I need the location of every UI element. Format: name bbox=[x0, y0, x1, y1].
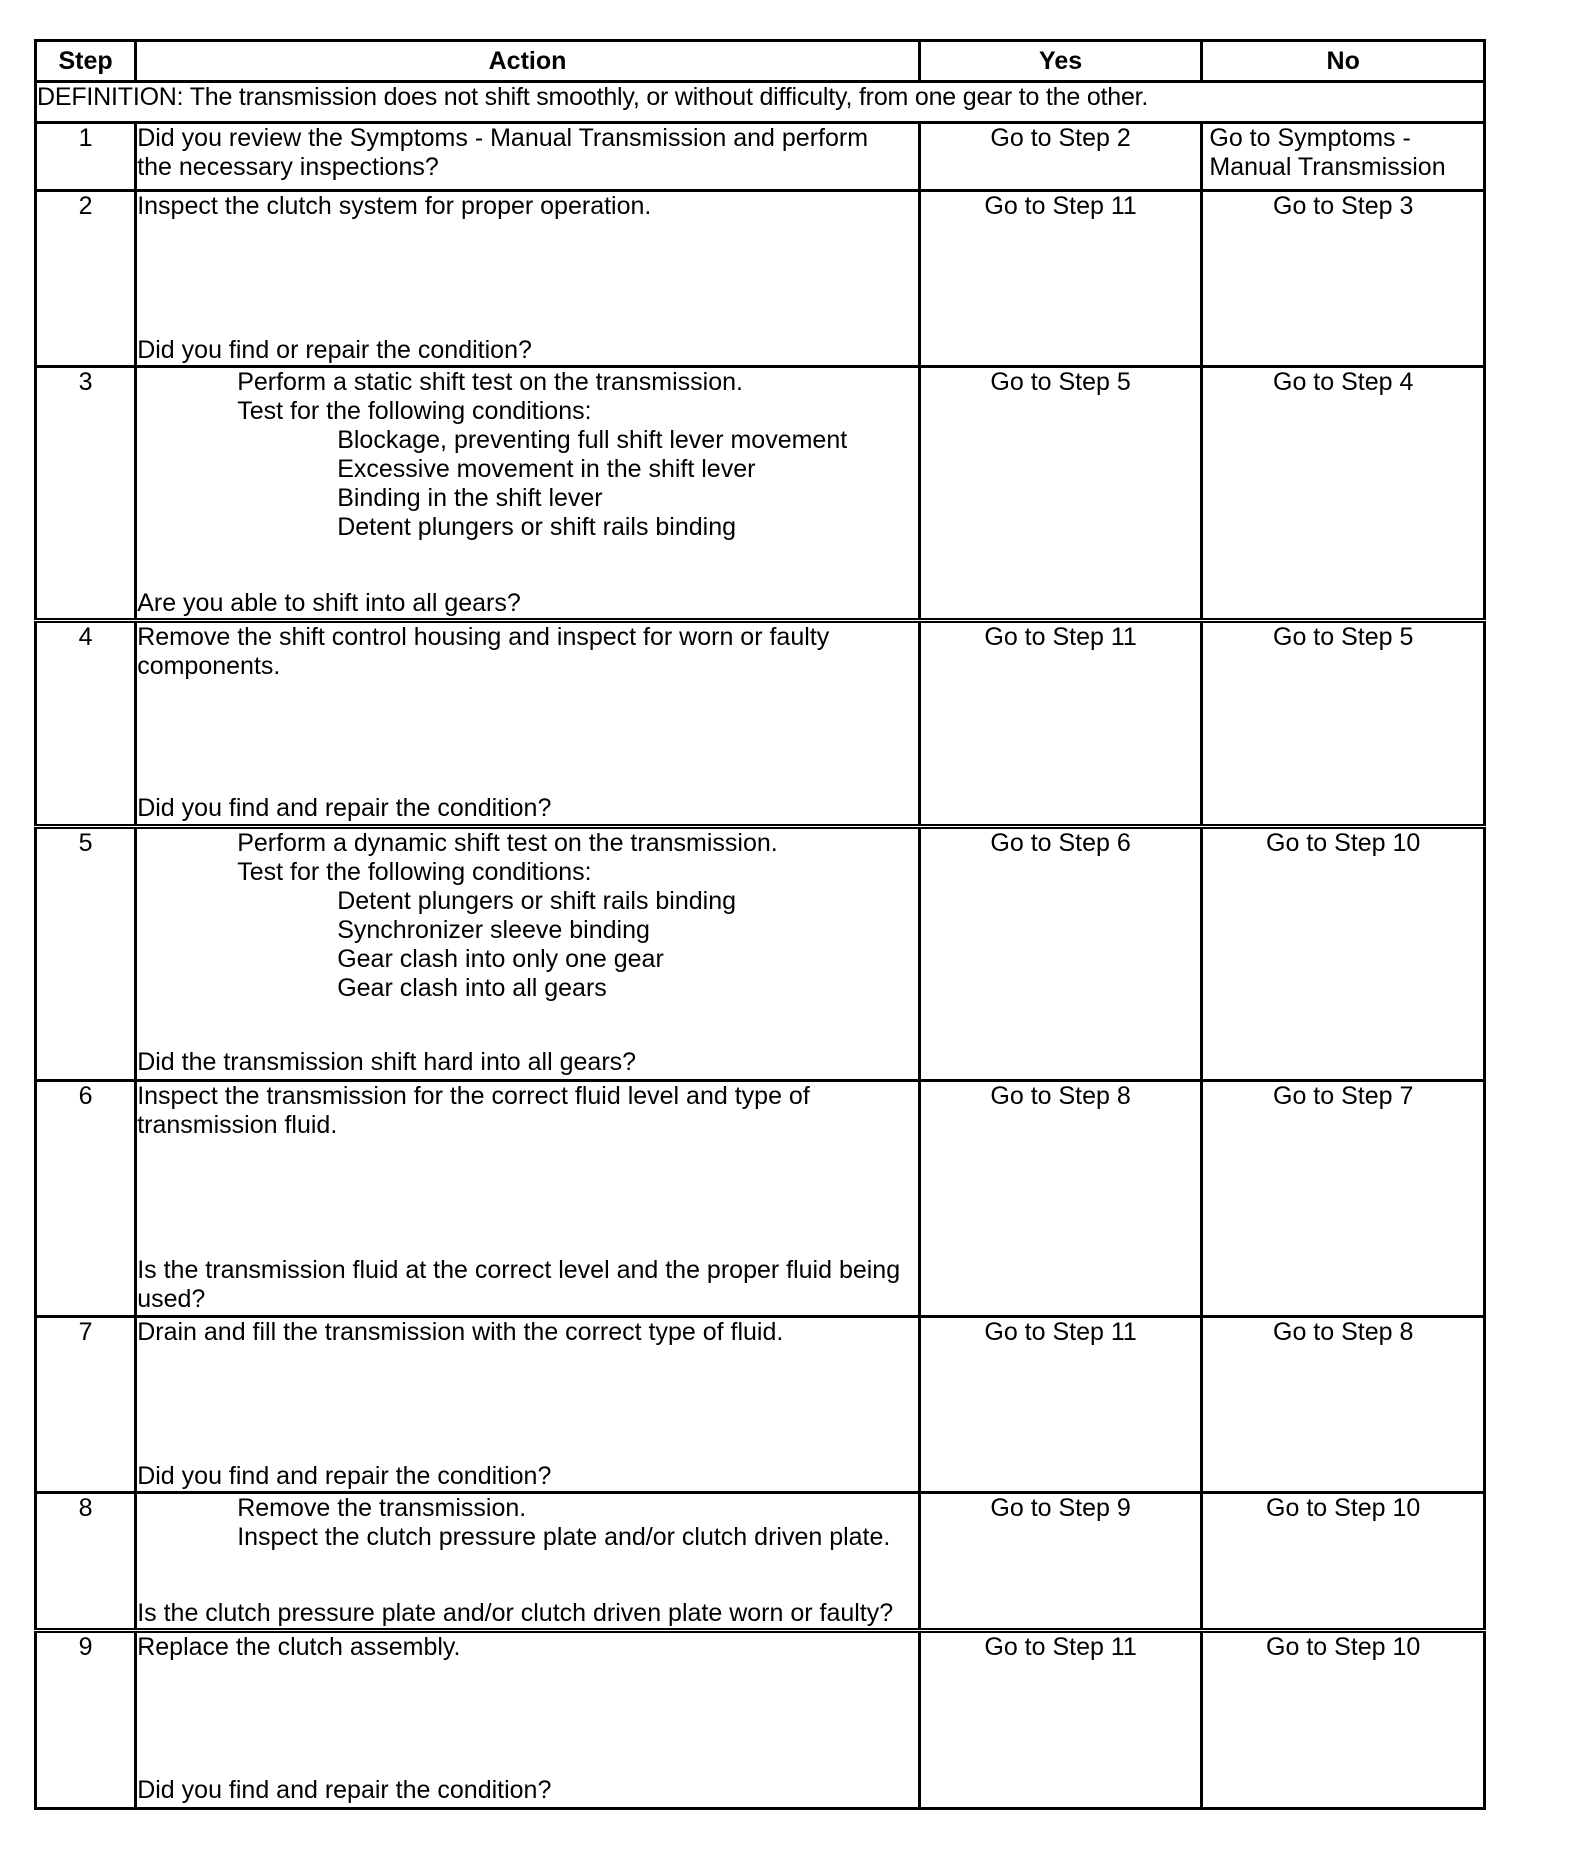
step-number: 9 bbox=[36, 1631, 136, 1809]
no-cell: Go to Step 7 bbox=[1202, 1081, 1485, 1317]
action-cell bbox=[136, 1317, 920, 1493]
action-line: the necessary inspections? bbox=[137, 153, 439, 181]
header-yes: Yes bbox=[919, 41, 1202, 82]
step-number: 2 bbox=[36, 191, 136, 367]
step-number: 7 bbox=[36, 1317, 136, 1493]
action-line: Did you review the Symptoms - Manual Transmission and perform bbox=[137, 124, 869, 152]
action-line: components. bbox=[137, 652, 281, 680]
action-question: Did the transmission shift hard into all gears? bbox=[137, 1048, 637, 1076]
step-number: 6 bbox=[36, 1081, 136, 1317]
action-question: Did you find and repair the condition? bbox=[137, 794, 552, 822]
action-line: Inspect the clutch system for proper operation. bbox=[137, 192, 652, 220]
condition-item: Excessive movement in the shift lever bbox=[337, 455, 756, 483]
no-cell: Go to Step 10 bbox=[1202, 1493, 1485, 1631]
condition-item: Detent plungers or shift rails binding bbox=[337, 887, 737, 915]
step-number: 8 bbox=[36, 1493, 136, 1631]
no-cell: Go to Step 10 bbox=[1202, 1631, 1485, 1809]
yes-cell: Go to Step 5 bbox=[919, 367, 1202, 621]
step-number: 4 bbox=[36, 621, 136, 827]
table-row bbox=[36, 1317, 1485, 1493]
table-row bbox=[36, 367, 1485, 621]
no-line: Manual Transmission bbox=[1209, 153, 1446, 181]
action-line: Inspect the transmission for the correct fluid level and type of bbox=[137, 1082, 810, 1110]
step-number: 3 bbox=[36, 367, 136, 621]
condition-item: Detent plungers or shift rails binding bbox=[337, 513, 737, 541]
action-cell bbox=[136, 1081, 920, 1317]
action-question: Did you find and repair the condition? bbox=[137, 1776, 552, 1804]
header-no: No bbox=[1202, 41, 1485, 82]
condition-item: Blockage, preventing full shift lever movement bbox=[337, 426, 848, 454]
no-cell: Go to Step 8 bbox=[1202, 1317, 1485, 1493]
condition-item: Binding in the shift lever bbox=[337, 484, 603, 512]
no-cell: Go to Step 10 bbox=[1202, 827, 1485, 1081]
action-line: Remove the transmission. bbox=[237, 1494, 527, 1522]
no-cell: Go to Step 4 bbox=[1202, 367, 1485, 621]
action-line: Test for the following conditions: bbox=[237, 397, 592, 425]
table-row bbox=[36, 1631, 1485, 1809]
action-question: Did you find and repair the condition? bbox=[137, 1462, 552, 1490]
no-cell: Go to Step 5 bbox=[1202, 621, 1485, 827]
action-line: Perform a dynamic shift test on the transmission. bbox=[237, 829, 778, 857]
yes-cell: Go to Step 11 bbox=[919, 1631, 1202, 1809]
header-row bbox=[36, 41, 1485, 82]
action-question: Are you able to shift into all gears? bbox=[137, 589, 521, 617]
action-question: Did you find or repair the condition? bbox=[137, 336, 532, 364]
table-row bbox=[36, 1081, 1485, 1317]
action-line: Inspect the clutch pressure plate and/or clutch driven plate. bbox=[237, 1523, 891, 1551]
yes-cell: Go to Step 6 bbox=[919, 827, 1202, 1081]
yes-cell: Go to Step 9 bbox=[919, 1493, 1202, 1631]
action-line: Test for the following conditions: bbox=[237, 858, 592, 886]
table-row bbox=[36, 621, 1485, 827]
action-cell bbox=[136, 123, 920, 191]
table-row bbox=[36, 191, 1485, 367]
action-line: Remove the shift control housing and inspect for worn or faulty bbox=[137, 623, 830, 651]
action-cell bbox=[136, 367, 920, 621]
step-number: 5 bbox=[36, 827, 136, 1081]
action-line: Replace the clutch assembly. bbox=[137, 1633, 461, 1661]
diagnostic-table bbox=[34, 39, 1486, 1810]
condition-item: Synchronizer sleeve binding bbox=[337, 916, 650, 944]
yes-cell: Go to Step 11 bbox=[919, 1317, 1202, 1493]
condition-item: Gear clash into all gears bbox=[337, 974, 607, 1002]
action-question: used? bbox=[137, 1285, 206, 1313]
yes-cell: Go to Step 11 bbox=[919, 191, 1202, 367]
table-row bbox=[36, 1493, 1485, 1631]
no-line: Go to Symptoms - bbox=[1209, 124, 1411, 152]
action-question: Is the clutch pressure plate and/or clutch driven plate worn or faulty? bbox=[137, 1599, 894, 1627]
condition-item: Gear clash into only one gear bbox=[337, 945, 664, 973]
table-row bbox=[36, 827, 1485, 1081]
action-line: Perform a static shift test on the transmission. bbox=[237, 368, 743, 396]
header-action: Action bbox=[136, 41, 920, 82]
action-cell bbox=[136, 827, 920, 1081]
table-row bbox=[36, 123, 1485, 191]
no-cell bbox=[1202, 123, 1485, 191]
definition-text: DEFINITION: The transmission does not shift smoothly, or without difficulty, from one gear to the other. bbox=[36, 82, 1485, 123]
action-cell bbox=[136, 621, 920, 827]
yes-cell: Go to Step 2 bbox=[919, 123, 1202, 191]
header-step: Step bbox=[36, 41, 136, 82]
definition-row bbox=[36, 82, 1485, 123]
action-cell bbox=[136, 1493, 920, 1631]
no-cell: Go to Step 3 bbox=[1202, 191, 1485, 367]
yes-cell: Go to Step 11 bbox=[919, 621, 1202, 827]
step-number: 1 bbox=[36, 123, 136, 191]
action-cell bbox=[136, 1631, 920, 1809]
action-question: Is the transmission fluid at the correct level and the proper fluid being bbox=[137, 1256, 901, 1284]
action-cell bbox=[136, 191, 920, 367]
yes-cell: Go to Step 8 bbox=[919, 1081, 1202, 1317]
action-line: transmission fluid. bbox=[137, 1111, 338, 1139]
action-line: Drain and fill the transmission with the correct type of fluid. bbox=[137, 1318, 784, 1346]
